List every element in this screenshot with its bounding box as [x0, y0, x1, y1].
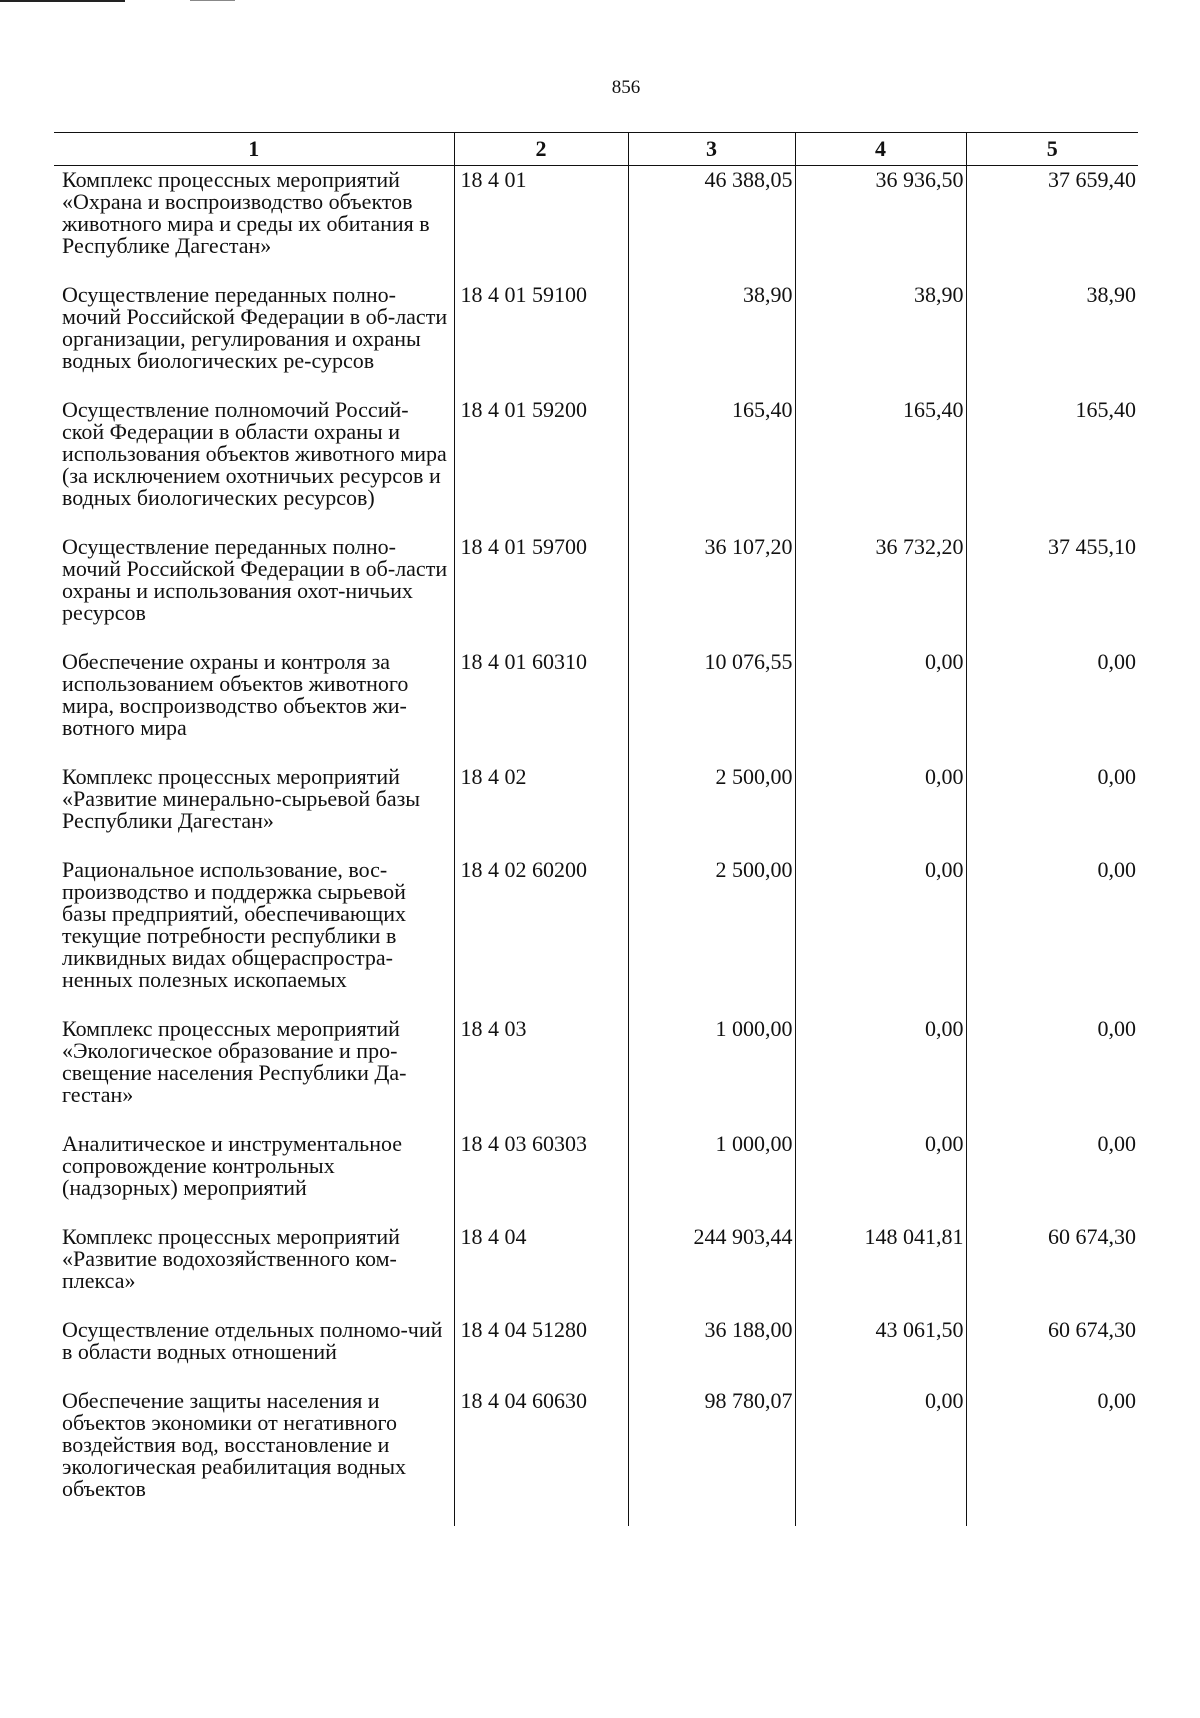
row-value-col5: 0,00 [966, 1130, 1138, 1223]
row-name: Осуществление полномочий Россий-ской Федерации в области охраны и использования объектов животного мира (за исключением охотничьих ресурсов и водных биологических ресурсов) [62, 397, 447, 510]
row-code: 18 4 01 [454, 166, 628, 282]
row-value-col4: 0,00 [795, 1015, 966, 1130]
table-row [54, 856, 1138, 1015]
row-value-col3: 36 188,00 [628, 1316, 795, 1387]
row-value-col3: 1 000,00 [628, 1130, 795, 1223]
table-row [54, 1015, 1138, 1130]
row-code: 18 4 01 59700 [454, 533, 628, 648]
row-value-col3: 10 076,55 [628, 648, 795, 763]
row-value-col5: 0,00 [966, 1387, 1138, 1526]
header-col-1: 1 [54, 133, 454, 166]
table-row [54, 763, 1138, 856]
row-value-col4: 0,00 [795, 856, 966, 1015]
row-name: Комплекс процессных мероприятий «Развитие водохозяйственного ком-плекса» [62, 1224, 400, 1293]
row-value-col3: 2 500,00 [628, 856, 795, 1015]
row-value-col5: 0,00 [966, 1015, 1138, 1130]
table-row [54, 1316, 1138, 1387]
table-row [54, 166, 1138, 282]
top-edge-mark [190, 0, 235, 1]
row-value-col3: 244 903,44 [628, 1223, 795, 1316]
row-value-col3: 2 500,00 [628, 763, 795, 856]
row-name: Комплекс процессных мероприятий «Экологическое образование и про-свещение населения Республики Да-гестан» [62, 1016, 407, 1107]
row-value-col5: 0,00 [966, 763, 1138, 856]
table-row [54, 648, 1138, 763]
row-value-col4: 43 061,50 [795, 1316, 966, 1387]
row-code: 18 4 01 60310 [454, 648, 628, 763]
row-value-col4: 0,00 [795, 1130, 966, 1223]
table-row [54, 533, 1138, 648]
row-code: 18 4 03 60303 [454, 1130, 628, 1223]
row-name: Рациональное использование, вос-производство и поддержка сырьевой базы предприятий, обеспечивающих текущие потребности республики в ликвидных видах общераспростра-ненных полезных ископаемых [62, 857, 407, 992]
table-header [54, 133, 1138, 166]
header-col-2: 2 [454, 133, 628, 166]
row-value-col5: 60 674,30 [966, 1316, 1138, 1387]
row-value-col3: 98 780,07 [628, 1387, 795, 1526]
budget-table [54, 132, 1138, 1526]
row-value-col3: 46 388,05 [628, 166, 795, 282]
row-value-col4: 165,40 [795, 396, 966, 533]
row-value-col5: 37 659,40 [966, 166, 1138, 282]
row-name: Осуществление отдельных полномо-чий в области водных отношений [62, 1317, 443, 1364]
row-value-col5: 60 674,30 [966, 1223, 1138, 1316]
row-code: 18 4 03 [454, 1015, 628, 1130]
header-col-3: 3 [628, 133, 795, 166]
row-value-col4: 38,90 [795, 281, 966, 396]
row-value-col3: 36 107,20 [628, 533, 795, 648]
row-code: 18 4 04 60630 [454, 1387, 628, 1526]
header-col-5: 5 [966, 133, 1138, 166]
row-code: 18 4 04 [454, 1223, 628, 1316]
row-name: Осуществление переданных полно-мочий Российской Федерации в об-ласти организации, регулирования и охраны водных биологических ре-сурсов [62, 282, 448, 373]
table-row [54, 1223, 1138, 1316]
row-value-col4: 36 732,20 [795, 533, 966, 648]
row-value-col4: 0,00 [795, 763, 966, 856]
header-row [54, 133, 1138, 166]
row-name: Комплекс процессных мероприятий «Охрана и воспроизводство объектов животного мира и среды их обитания в Республике Дагестан» [62, 167, 430, 258]
row-name: Комплекс процессных мероприятий «Развитие минерально-сырьевой базы Республики Дагестан» [62, 764, 421, 833]
row-value-col4: 36 936,50 [795, 166, 966, 282]
page-number: 856 [611, 77, 641, 98]
row-value-col5: 0,00 [966, 856, 1138, 1015]
row-value-col4: 148 041,81 [795, 1223, 966, 1316]
row-value-col3: 165,40 [628, 396, 795, 533]
row-code: 18 4 02 [454, 763, 628, 856]
table-row [54, 1130, 1138, 1223]
row-value-col3: 38,90 [628, 281, 795, 396]
table-row [54, 396, 1138, 533]
table-row [54, 1387, 1138, 1526]
row-code: 18 4 04 51280 [454, 1316, 628, 1387]
row-value-col5: 165,40 [966, 396, 1138, 533]
header-col-4: 4 [795, 133, 966, 166]
row-value-col5: 37 455,10 [966, 533, 1138, 648]
row-name: Осуществление переданных полно-мочий Российской Федерации в об-ласти охраны и использования охот-ничьих ресурсов [62, 534, 448, 625]
row-code: 18 4 02 60200 [454, 856, 628, 1015]
row-name: Аналитическое и инструментальное сопровождение контрольных (надзорных) мероприятий [62, 1131, 403, 1200]
row-code: 18 4 01 59200 [454, 396, 628, 533]
top-edge-rule [0, 0, 125, 2]
row-value-col5: 38,90 [966, 281, 1138, 396]
table-row [54, 281, 1138, 396]
row-value-col4: 0,00 [795, 1387, 966, 1526]
row-name: Обеспечение охраны и контроля за использованием объектов животного мира, воспроизводство объектов жи-вотного мира [62, 649, 409, 740]
row-code: 18 4 01 59100 [454, 281, 628, 396]
row-value-col3: 1 000,00 [628, 1015, 795, 1130]
row-value-col5: 0,00 [966, 648, 1138, 763]
row-name: Обеспечение защиты населения и объектов экономики от негативного воздействия вод, восстановление и экологическая реабилитация водных объектов [62, 1388, 407, 1501]
table-body [54, 166, 1138, 1527]
row-value-col4: 0,00 [795, 648, 966, 763]
